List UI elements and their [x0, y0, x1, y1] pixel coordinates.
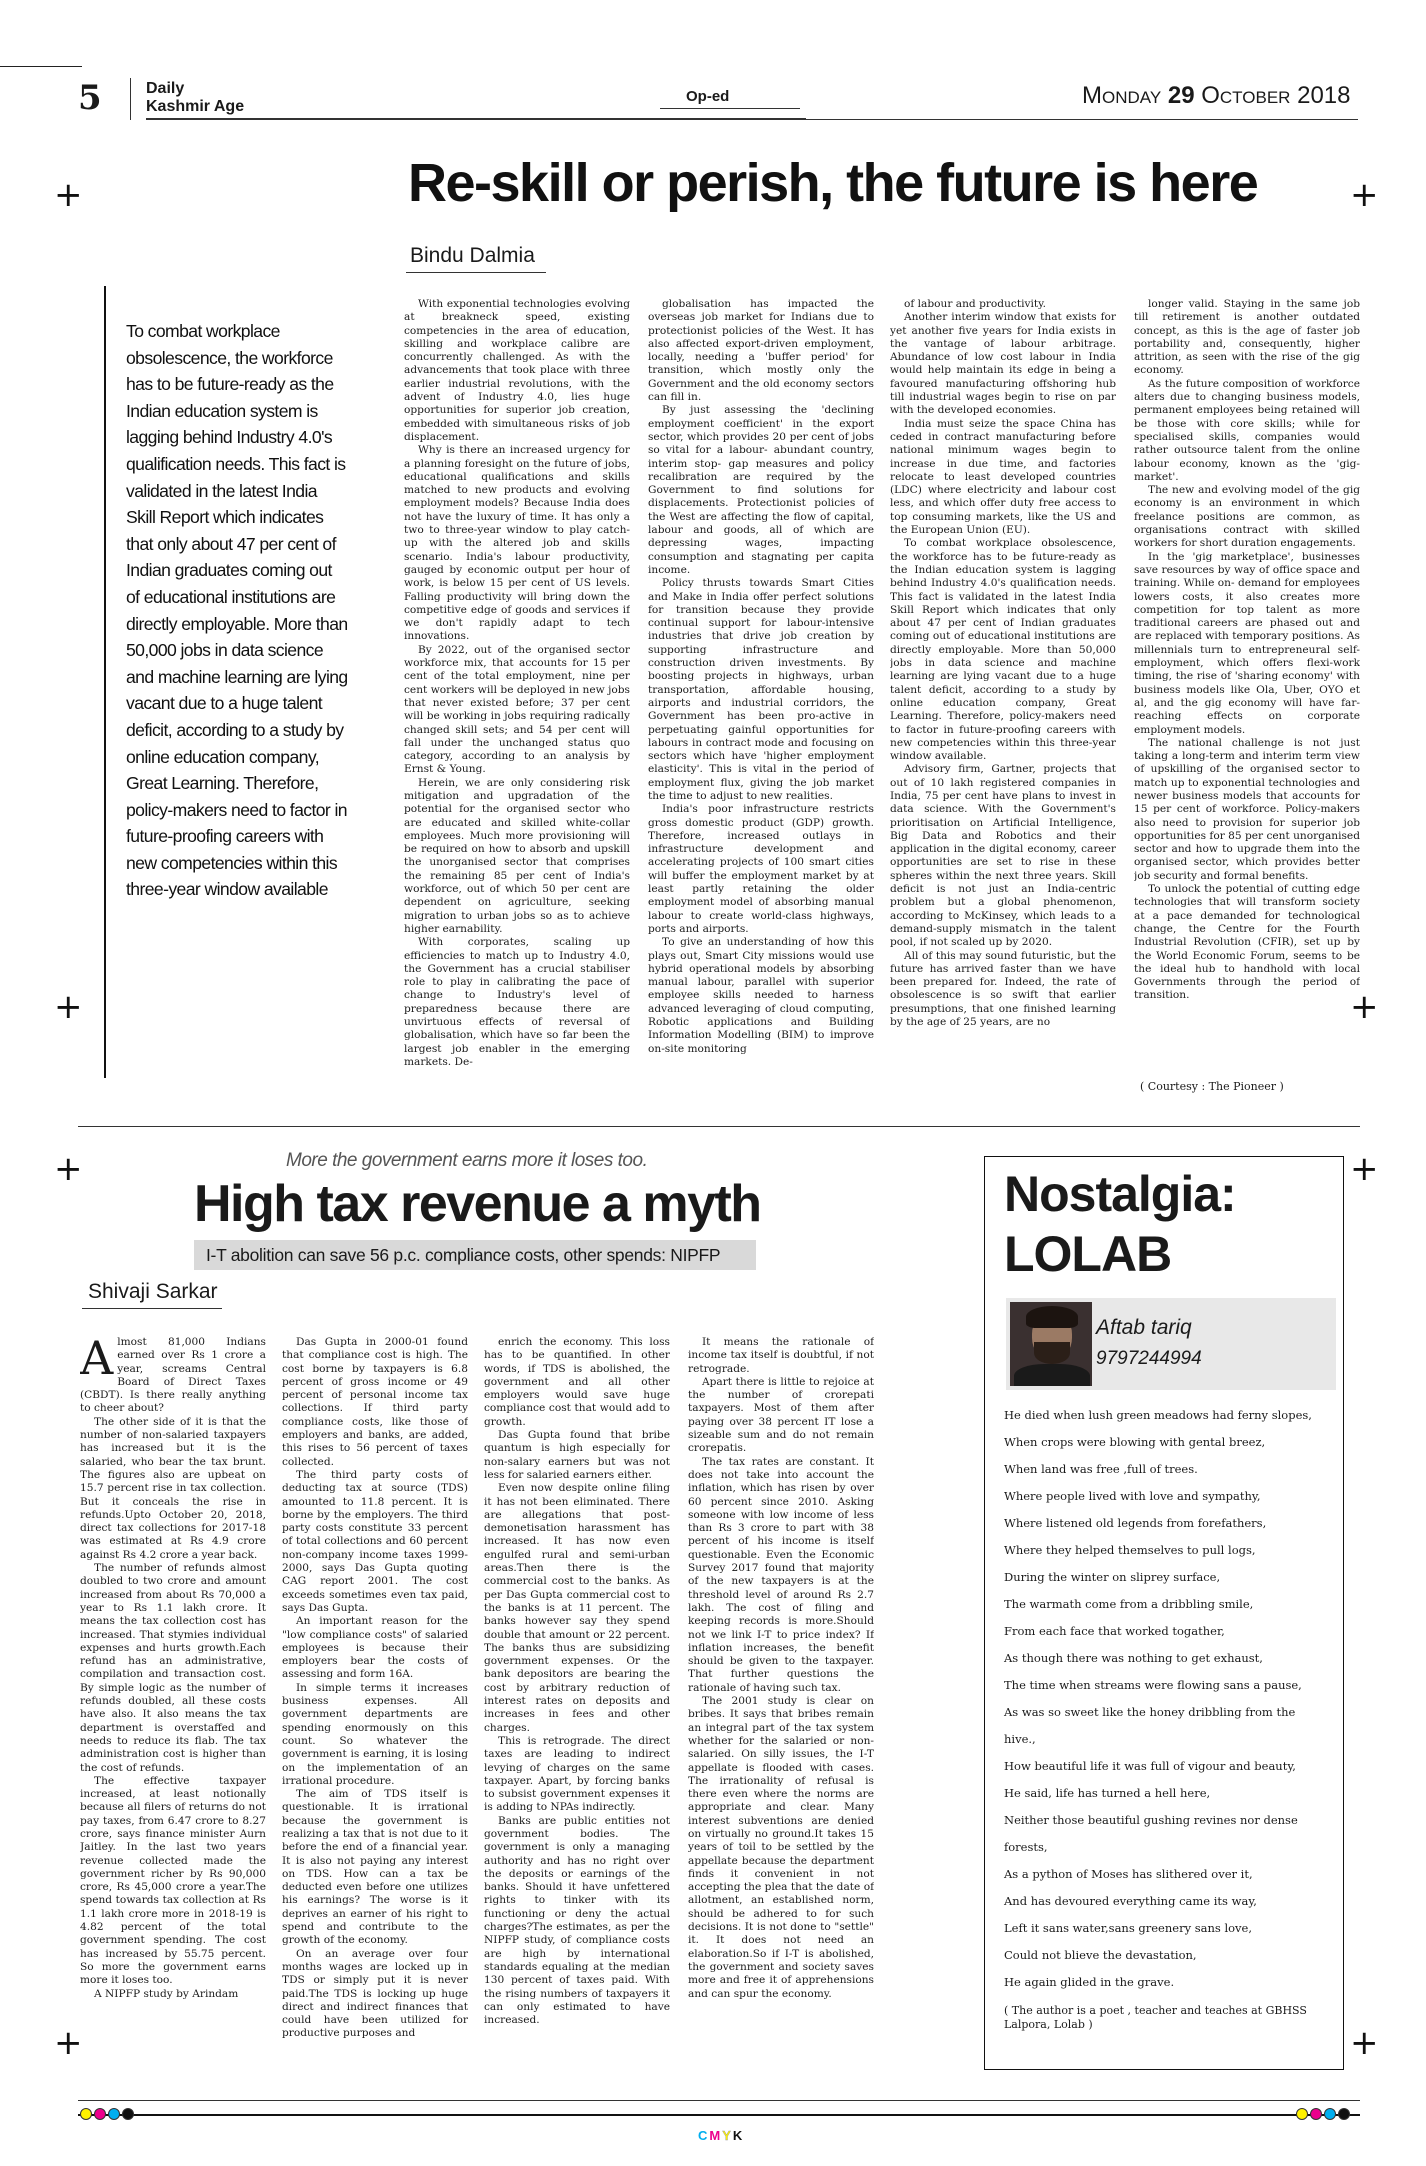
paragraph: On an average over four months wages are locked up in TDS or simply put it is never paid.The TDS is locking up huge direct and indirect finances that could have been utilized for productive purposes and: [282, 1947, 468, 2040]
paragraph: In simple terms it increases business expenses. All government departments are spending enormously on this count. So whatever the government is earning, it is losing on the implementation of an irrational procedure.: [282, 1681, 468, 1787]
paragraph: It means the rationale of income tax itself is doubtful, if not retrograde.: [688, 1336, 874, 1375]
poem-title-line1: Nostalgia:: [1004, 1166, 1236, 1222]
page-number: 5: [78, 78, 102, 118]
paragraph: The third party costs of deducting tax at source (TDS) amounted to 11.8 percent. It is borne by the employers. The third party costs constitute 33 percent of total collections and 60 percent non-company income taxes 1999-2000, says Das Gupta quoting CAG report 2001. The cost exceeds sometimes even tax paid, says Das Gupta.: [282, 1468, 468, 1614]
paragraph: The new and evolving model of the gig economy is an environment in which freelance positions are common, as organisations contract with skilled workers for short duration engagements.: [1134, 484, 1360, 550]
paragraph: globalisation has impacted the overseas job market for Indians due to protectionist policies of the West. It has also affected export-driven employment, locally, needing a 'buffer period' for transition, which mostly only the Government and the old economy sectors can fill in.: [648, 298, 874, 404]
registration-mark-icon: +: [54, 175, 83, 215]
poem-title-line2: LOLAB: [1004, 1226, 1172, 1282]
poem-line: Neither those beautiful gushing revines nor dense: [1004, 1813, 1298, 1827]
paragraph: By 2022, out of the organised sector workforce mix, that accounts for 15 per cent of the total employment, nine per cent workers will be deployed in new jobs that never existed before; 37 per cent will be working in jobs requiring radically changed skill sets; and 54 per cent will fall under the unchanged status quo category, according to an analysis by Ernst & Young.: [404, 643, 630, 776]
paragraph: With exponential technologies evolving at breakneck speed, existing competencies in the area of education, skilling and workplace calibre are concurrently challenged. As with the advancements that took place with three earlier industrial revolutions, with the advent of Industry 4.0, lies huge opportunities for superior job creation, embedded with simultaneous risks of job displacement.: [404, 298, 630, 443]
paragraph: India must seize the space China has ceded in contract manufacturing before national minimum wages begin to increase in due time, and factories relocate to least developed countries (LDC) where electricity and labour cost less, and which offer duty free access to top consuming markets, like the US and the European Union (EU).: [890, 417, 1116, 537]
registration-mark-icon: +: [54, 2023, 83, 2063]
paragraph: Policy thrusts towards Smart Cities and Make in India offer perfect solutions for transition because they provide continual support for labour-intensive industries that drive job creation by supporting infrastructure and construction driven investments. By boosting projects in highways, urban transportation, affordable housing, airports and industrial corridors, the Government has been pro-active in perpetuating gainful opportunities for labours in contract mode and focusing on sectors which have 'higher employment elasticity'. This is vital in the period of employment flux, giving the job market the time to adjust to new realities.: [648, 577, 874, 802]
top-left-rule: [0, 66, 82, 67]
paragraph: Another interim window that exists for yet another five years for India exists in the vantage of labour arbitrage. Abundance of low cost labour in India would help maintain its edge in being a favoured manufacturing offshoring hub till industrial wages begin to rise on par with the developed economies.: [890, 311, 1116, 417]
poem-line: forests,: [1004, 1840, 1048, 1854]
color-dots-right: [1296, 2108, 1356, 2122]
byline-underline: [406, 272, 546, 273]
poem-title: [1004, 1164, 1236, 1284]
article1-column-1: [404, 298, 630, 1092]
article2-column-4: [688, 1336, 874, 2062]
article2-column-3: [484, 1336, 670, 2062]
header-date: [1082, 82, 1351, 110]
paragraph: All of this may sound futuristic, but the future has arrived faster than we have been prepared for. Indeed, the rate of obsolescence is so swift that earlier presumptions, that one finished learning by the age of 25 years, are no: [890, 949, 1116, 1029]
poem-line: The warmath come from a dribbling smile,: [1004, 1597, 1254, 1611]
paper-name-line2: Kashmir Age: [146, 98, 245, 115]
article1-headline: Re-skill or perish, the future is here: [408, 153, 1258, 213]
paragraph: A NIPFP study by Arindam: [94, 1987, 239, 2000]
paragraph: The tax rates are constant. It does not take into account the inflation, which has risen by over 60 percent since 2010. Asking someone with low income of less than Rs 3 crore to part with 38 percent of his income is itself questionable. Even the Economic Survey 2017 found that majority of the new taxpayers is at the threshold level of around Rs 2.7 lakh. The cost of filing and keeping records is more.Should not we link I-T to price index? If inflation increases, the benefit should be given to the taxpayer. That further questions the rationale of having such tax.: [688, 1455, 874, 1694]
paragraph: of labour and productivity.: [904, 298, 1047, 310]
color-dots-left: [80, 2108, 140, 2122]
registration-mark-icon: +: [54, 987, 83, 1027]
article2-column-1: [80, 1336, 266, 2062]
author-shoulders: [1014, 1364, 1090, 1386]
paragraph: The number of refunds almost doubled to two crore and amount increased from about Rs 70,000 a year to Rs 1.1 lakh crore. It means the tax collection cost has increased. That stymies individual expenses and hurts growth.Each refund has an administrative, compilation and transaction cost. By simple logic as the number of refunds doubled, all these costs have also. It also means the tax department is overstaffed and needs to reduce its flab. The tax administration cost is higher than the cost of refunds.: [80, 1562, 266, 1774]
poem-line: Could not blieve the devastation,: [1004, 1948, 1197, 1962]
author-photo: [1010, 1302, 1092, 1386]
poem-line: Left it sans water,sans greenery sans love,: [1004, 1921, 1253, 1935]
paragraph: To unlock the potential of cutting edge technologies that will transform society at a pace demanded for technological change, the Centre for the Fourth Industrial Revolution (CFIR), set up by the World Economic Forum, seems to be the ideal hub to handhold with local Governments through the period of transition.: [1134, 883, 1360, 1002]
cmyk-letter: C: [698, 2128, 710, 2143]
cmyk-letter: K: [732, 2128, 745, 2143]
poem-line: The time when streams were flowing sans a pause,: [1004, 1678, 1302, 1692]
date-year: 2018: [1297, 82, 1351, 109]
date-number: 29: [1167, 82, 1195, 109]
poem-line: How beautiful life it was full of vigour and beauty,: [1004, 1759, 1296, 1773]
paragraph: This is retrograde. The direct taxes are leading to indirect levying of charges on the same taxpayer. Apart, by forcing banks to subsist government expenses it is adding to NPAs indirectly.: [484, 1734, 670, 1814]
header-divider: [130, 78, 131, 120]
registration-color-dot: [80, 2108, 92, 2120]
poem-line: As was so sweet like the honey dribbling from the: [1004, 1705, 1296, 1719]
registration-color-dot: [1296, 2108, 1308, 2120]
article2-byline: Shivaji Sarkar: [88, 1280, 218, 1303]
article1-pull-quote: To combat workplace obsolescence, the workforce has to be future-ready as the Indian education system is lagging behind Industry 4.0's qualification needs. This fact is validated in the latest India Skill Report which indicates that only about 47 per cent of Indian graduates coming out of educational institutions are directly employable. More than 50,000 jobs in data science and machine learning are lying vacant due to a huge talent deficit, according to a study by online education company, Great Learning. Therefore, policy-makers need to factor in future-proofing careers with new competencies within this three-year window available: [126, 321, 348, 900]
registration-color-dot: [108, 2108, 120, 2120]
paragraph: The other side of it is that the number of non-salaried taxpayers has increased but it is the salaried, who bear the tax brunt. The figures also are upbeat on 15.7 percent rise in tax collection. But it conceals the rise in refunds.Upto October 20, 2018, direct tax collections for 2017-18 was estimated at Rs 4.9 crore against Rs 4.2 crore a year back.: [80, 1415, 266, 1561]
drop-cap: A: [80, 1336, 114, 1385]
paragraph: Apart there is little to rejoice at the number of crorepati taxpayers. Most of them after paying over 38 percent IT lose a sizeable sum and do not remain crorepatis.: [688, 1375, 874, 1455]
section-underline: [660, 108, 800, 109]
poem-line: He said, life has turned a hell here,: [1004, 1786, 1211, 1800]
article2-headline: High tax revenue a myth: [194, 1175, 761, 1233]
paragraph: longer valid. Staying in the same job till retirement is another outdated concept, as this is the age of faster job portability and, consequently, higher attrition, as seen with the rise of the gig economy.: [1134, 298, 1360, 377]
poem-phone: 9797244994: [1096, 1348, 1202, 1369]
registration-color-dot: [122, 2108, 134, 2120]
paragraph: The national challenge is not just taking a long-term and interim term view of upskilling of the organised sector to match up to exponential technologies and newer business models that accounts for 15 per cent of workforce. Policy-makers also need to provision for superior job opportunities for 85 per cent unorganised sector and how to upgrade them into the organised sector, which provides better job security and formal benefits.: [1134, 736, 1360, 882]
article-separator-rule: [78, 1126, 1360, 1127]
registration-color-dot: [1338, 2108, 1350, 2120]
cmyk-letter: M: [709, 2128, 723, 2143]
cmyk-letters: [698, 2128, 744, 2143]
paper-name: [146, 80, 244, 116]
cmyk-label: [698, 2128, 744, 2143]
registration-mark-icon: +: [1350, 2023, 1379, 2063]
registration-color-dot: [1310, 2108, 1322, 2120]
section-label: Op-ed: [686, 88, 730, 105]
registration-color-dot: [1324, 2108, 1336, 2120]
poem-note: ( The author is a poet , teacher and teaches at GBHSS Lalpora, Lolab ): [1004, 2004, 1307, 2031]
paragraph: India's poor infrastructure restricts gross domestic product (GDP) growth. Therefore, increased outlays in infrastructure development and accelerating projects of 100 smart cities will buffer the employment market by at least partly retaining the older employment model of absorbing manual labour to create world-class highways, ports and airports.: [648, 803, 874, 935]
cmyk-letter: Y: [722, 2128, 733, 2143]
poem-line: From each face that worked togather,: [1004, 1624, 1225, 1638]
article2-column-2: [282, 1336, 468, 2062]
byline2-underline: [82, 1308, 222, 1309]
poem-line: hive.,: [1004, 1732, 1036, 1746]
poem-line: Where listened old legends from forefathers,: [1004, 1516, 1267, 1530]
paragraph: Das Gupta found that bribe quantum is high especially for non-salary earners but was not less for salaried earners either.: [484, 1429, 670, 1481]
registration-mark-icon: +: [1350, 175, 1379, 215]
paragraph: The 2001 study is clear on bribes. It says that bribes remain an integral part of the tax system whether for the salaried or non-salaried. On silly issues, the I-T appellate is flooded with cases. The irrationality of refusal is there even where the norms are appropriate and clear. Many interest subventions are denied on virtually no ground.It takes 15 years of toil to be settled by the appellate because the department finds it convenient in not accepting the plea that the date of allotment, an established norm, should be adhered to for such decisions. It is not done to "settle" it. It does not need an elaboration.So if I-T is abolished, the government and society saves more and free it of apprehensions and can spur the economy.: [688, 1695, 874, 2000]
paragraph: To combat workplace obsolescence, the workforce has to be future-ready as the Indian education system is lagging behind Industry 4.0's qualification needs. This fact is validated in the latest India Skill Report which indicates that only about 47 per cent of Indian graduates coming out of educational institutions are directly employable. More than 50,000 jobs in data science and machine learning are lying vacant due to a huge talent deficit, according to a study by online education company, Great Learning. Therefore, policy-makers need to factor in future-proofing careers with new competencies within this three-year window available.: [890, 537, 1116, 763]
article1-byline: Bindu Dalmia: [410, 244, 535, 267]
poem-line: He died when lush green meadows had ferny slopes,: [1004, 1408, 1312, 1422]
pull-quote-rule: [104, 286, 106, 1078]
paragraph: As the future composition of workforce alters due to changing business models, permanent employees being retained will be those with core skills; while for specialised skills, companies would rather outsource talent from the online labour economy, known as the 'gig-market'.: [1134, 377, 1360, 483]
footer-rule-top: [78, 2100, 1360, 2101]
registration-mark-icon: +: [1350, 1149, 1379, 1189]
article1-column-3: [890, 298, 1116, 1092]
paragraph: Das Gupta in 2000-01 found that compliance cost is high. The cost borne by taxpayers is 6.8 percent of gross income or 49 percent of personal income tax collections. If third party compliance costs, like those of employers and banks, are added, this rises to 56 percent of taxes collected.: [282, 1336, 468, 1468]
paragraph: Almost 81,000 Indians earned over Rs 1 crore a year, screams Central Board of Direct Taxes (CBDT). Is there really anything to cheer about?: [80, 1336, 266, 1415]
paragraph: enrich the economy. This loss has to be quantified. In other words, if TDS is abolished, the government and all other employers would save huge compliance cost that would add to growth.: [484, 1336, 670, 1428]
paragraph: In the 'gig marketplace', businesses save resources by way of office space and training. While on- demand for employees lowers costs, it also creates more competition for top talent as more traditional careers are phased out and are replaced with temporary positions. As millennials turn to entrepreneural self-employment, which offers flexi-work timing, the rise of 'sharing economy' with business models like Ola, Uber, OYO et al, and the gig economy will have far-reaching effects on corporate employment models.: [1134, 550, 1360, 736]
paragraph: Why is there an increased urgency for a planning foresight on the future of jobs, educational qualifications and skills matched to new products and evolving employment models? Because India does not have the luxury of time. It has only a two to three-year window to play catch-up with the altered job and skills scenario. India's labour productivity, gauged by economic output per hour of work, is below 15 per cent of US levels. Falling productivity will bring down the competitive edge of goods and services if we don't rapidly adapt to tech innovations.: [404, 444, 630, 643]
paragraph: With corporates, scaling up efficiencies to match up to Industry 4.0, the Government has a crucial stabiliser role to play in calibrating the pace of change to Industry's level of preparedness because there are unvirtuous effects of reversal of globalisation, which have so far been the largest job enabler in the emerging markets. De-: [404, 936, 630, 1068]
article1-column-2: [648, 298, 874, 1092]
article1-column-4: [1134, 298, 1360, 1050]
paragraph: The aim of TDS itself is questionable. It is irrational because the government is realizing a tax that is not due to it before the end of a financial year. It is also not paying any interest on TDS. How can a tax be deducted even before one utilizes his earnings? The worse is it deprives an earner of his right to spend and contribute to the growth of the economy.: [282, 1788, 468, 1947]
paragraph: The effective taxpayer increased, at least notionally because all filers of returns do not pay taxes, from 6.47 crore to 8.27 crore, says finance minister Aurn Jaitley. In the last two years revenue collected made the government richer by Rs 90,000 crore, Rs 45,000 crore a year.The spend towards tax collection at Rs 1.1 lakh crore more in 2018-19 is 4.82 percent of the total government spending. The cost has increased by 55.75 percent. So more the government earns more it loses too.: [80, 1774, 266, 1987]
poem-line: Where people lived with love and sympathy,: [1004, 1489, 1261, 1503]
poem-line: As though there was nothing to get exhaust,: [1004, 1651, 1263, 1665]
poem-lines: [1004, 1402, 1334, 1996]
registration-mark-icon: +: [54, 1149, 83, 1189]
paragraph: Advisory firm, Gartner, projects that out of 10 lakh registered companies in India, 75 per cent have plans to invest in data science. With the Government's prioritisation on Artificial Intelligence, Big Data and Robotics and their application in the digital economy, career opportunities are set to rise in these spheres within the next three years. Skill deficit is not just an India-centric problem but a global phenomenon, according to McKinsey, which leads to a demand-supply mismatch in the talent pool, if not scaled up by 2020.: [890, 763, 1116, 949]
poem-line: When land was free ,full of trees.: [1004, 1462, 1198, 1476]
date-month: October: [1201, 82, 1291, 109]
poem-line: Where they helped themselves to pull logs,: [1004, 1543, 1256, 1557]
paragraph: By just assessing the 'declining employment coefficient' in the export sector, which provides 20 per cent of jobs so vital for a labour- abundant country, interim stop- gap measures and policy recalibration are required by the Government to find solutions for displacements. Protectionist policies of the West are affecting the flow of capital, labour and goods, all of which are depressing wages, impacting consumption and stagnating per capita income.: [648, 404, 874, 576]
paragraph: To give an understanding of how this plays out, Smart City missions would use hybrid operational models by absorbing manual labour, parallel with superior employee skills needed to harness advanced leveraging of cloud computing, Robotic applications and Building Information Modelling (BIM) to improve on-site monitoring: [648, 936, 874, 1055]
poem-author: Aftab tariq: [1096, 1316, 1192, 1339]
author-beard: [1034, 1342, 1070, 1364]
article2-subhead: I-T abolition can save 56 p.c. compliance costs, other spends: NIPFP: [194, 1240, 756, 1270]
article1-courtesy: ( Courtesy : The Pioneer ): [1140, 1080, 1284, 1093]
poem-line: During the winter on sliprey surface,: [1004, 1570, 1221, 1584]
poem-line: He again glided in the grave.: [1004, 1975, 1175, 1989]
author-hair: [1026, 1306, 1078, 1328]
paper-name-line1: Daily: [146, 80, 185, 97]
paragraph: Banks are public entities not government bodies. The government is only a managing authority and has no right over the deposits or earnings of the banks. Should it have unfettered rights to tinker with its functioning or deny the actual charges?The estimates, as per the NIPFP study, of compliance costs are high by international standards equaling at the median 130 percent of taxes paid. With the rising numbers of taxpayers it can only estimated to have increased.: [484, 1814, 670, 2027]
registration-color-dot: [94, 2108, 106, 2120]
date-day: Monday: [1082, 82, 1162, 109]
paragraph: An important reason for the "low compliance costs" of salaried employees is because their employers bear the costs of assessing and form 16A.: [282, 1615, 468, 1681]
poem-line: And has devoured everything came its way,: [1004, 1894, 1257, 1908]
poem-line: As a python of Moses has slithered over it,: [1004, 1867, 1253, 1881]
article2-kicker: More the government earns more it loses too.: [286, 1150, 648, 1171]
poem-line: When crops were blowing with gental breez,: [1004, 1435, 1266, 1449]
paragraph: Even now despite online filing it has not been eliminated. There are allegations that post-demonetisation harassment has increased. It has now even engulfed rural and semi-urban areas.Then there is the commercial cost to the banks. As per Das Gupta commercial cost to the banks is at 11 percent. The banks however say they spend double that amount or 22 percent. The banks thus are subsidizing government expenses. Or the bank depositors are bearing the cost by arbitrary reduction of interest rates on deposits and increases in fees and other charges.: [484, 1482, 670, 1734]
footer-rule-bottom: [78, 2114, 1360, 2116]
paragraph: Herein, we are only considering risk mitigation and upgradation of the potential for the organised sector who are educated and skilled white-collar employees. Much more provisioning will be required on how to absorb and upskill the unorganised sector that comprises the remaining 85 per cent of India's workforce, out of which 50 per cent are dependent on agriculture, seeking migration to urban jobs so as to achieve higher earnability.: [404, 776, 630, 935]
registration-mark-icon: +: [1350, 987, 1379, 1027]
header-rule: [146, 119, 1358, 120]
